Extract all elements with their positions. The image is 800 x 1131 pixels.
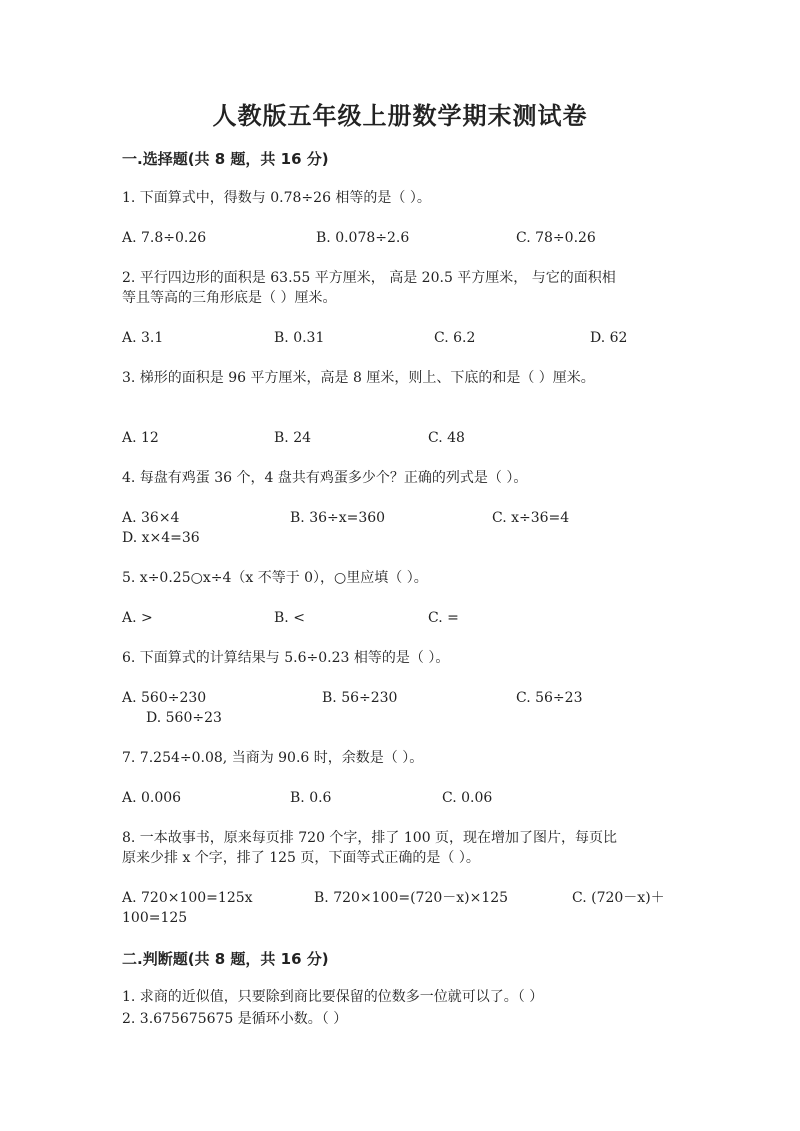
question-8-text-line-1: 8. 一本故事书，原来每页排 720 个字，排了 100 页，现在增加了图片，每页比 bbox=[122, 830, 618, 846]
question-5-option-b: B. < bbox=[274, 610, 305, 626]
question-3-option-b: B. 24 bbox=[274, 430, 312, 446]
judgement-item-2: 2. 3.675675675 是循环小数。（ ） bbox=[122, 1011, 348, 1027]
question-1-option-c: C. 78÷0.26 bbox=[516, 230, 596, 246]
question-6-option-c: C. 56÷23 bbox=[516, 690, 583, 706]
question-1-option-b: B. 0.078÷2.6 bbox=[316, 230, 410, 246]
question-4-option-a: A. 36×4 bbox=[122, 510, 180, 526]
question-5-text: 5. x÷0.25○x÷4（x 不等于 0），○里应填（ ）。 bbox=[122, 570, 428, 586]
question-4-option-c: C. x÷36=4 bbox=[492, 510, 570, 526]
question-2-option-a: A. 3.1 bbox=[122, 330, 164, 346]
question-6-option-a: A. 560÷230 bbox=[122, 690, 207, 706]
section-heading-judgement: 二.判断题(共 8 题，共 16 分) bbox=[122, 950, 329, 968]
question-6-text: 6. 下面算式的计算结果与 5.6÷0.23 相等的是（ ）。 bbox=[122, 650, 450, 666]
question-8-option-b: B. 720×100=(720－x)×125 bbox=[314, 890, 509, 906]
question-8-option-c: C. (720－x)＋ bbox=[572, 890, 665, 906]
question-8-option-a: A. 720×100=125x bbox=[122, 890, 253, 906]
question-2-option-d: D. 62 bbox=[590, 330, 628, 346]
question-1-text: 1. 下面算式中，得数与 0.78÷26 相等的是（ ）。 bbox=[122, 190, 431, 206]
question-2-text-line-1: 2. 平行四边形的面积是 63.55 平方厘米， 高是 20.5 平方厘米， 与它的面积相 bbox=[122, 270, 616, 286]
question-8-option-c-continued: 100=125 bbox=[122, 910, 188, 926]
question-1-option-a: A. 7.8÷0.26 bbox=[122, 230, 207, 246]
question-4-option-d: D. x×4=36 bbox=[122, 530, 200, 546]
question-2-text-line-2: 等且等高的三角形底是（ ）厘米。 bbox=[122, 290, 337, 306]
page-title: 人教版五年级上册数学期末测试卷 bbox=[212, 102, 588, 130]
question-5-option-c: C. = bbox=[428, 610, 459, 626]
question-4-text: 4. 每盘有鸡蛋 36 个，4 盘共有鸡蛋多少个？正确的列式是（ ）。 bbox=[122, 470, 528, 486]
question-3-option-c: C. 48 bbox=[428, 430, 465, 446]
question-4-option-b: B. 36÷x=360 bbox=[290, 510, 386, 526]
question-7-option-c: C. 0.06 bbox=[442, 790, 493, 806]
judgement-item-1: 1. 求商的近似值，只要除到商比要保留的位数多一位就可以了。（ ） bbox=[122, 989, 544, 1005]
question-7-option-b: B. 0.6 bbox=[290, 790, 332, 806]
question-3-option-a: A. 12 bbox=[122, 430, 159, 446]
question-7-text: 7. 7.254÷0.08, 当商为 90.6 时，余数是（ ）。 bbox=[122, 750, 424, 766]
question-3-text: 3. 梯形的面积是 96 平方厘米，高是 8 厘米，则上、下底的和是（ ）厘米。 bbox=[122, 370, 595, 386]
question-7-option-a: A. 0.006 bbox=[122, 790, 182, 806]
question-2-option-b: B. 0.31 bbox=[274, 330, 325, 346]
question-5-option-a: A. > bbox=[122, 610, 153, 626]
section-heading-choice: 一.选择题(共 8 题，共 16 分) bbox=[122, 150, 329, 168]
question-6-option-b: B. 56÷230 bbox=[322, 690, 398, 706]
question-8-text-line-2: 原来少排 x 个字，排了 125 页，下面等式正确的是（ ）。 bbox=[122, 850, 480, 866]
question-6-option-d: D. 560÷23 bbox=[146, 710, 222, 726]
question-2-option-c: C. 6.2 bbox=[434, 330, 476, 346]
